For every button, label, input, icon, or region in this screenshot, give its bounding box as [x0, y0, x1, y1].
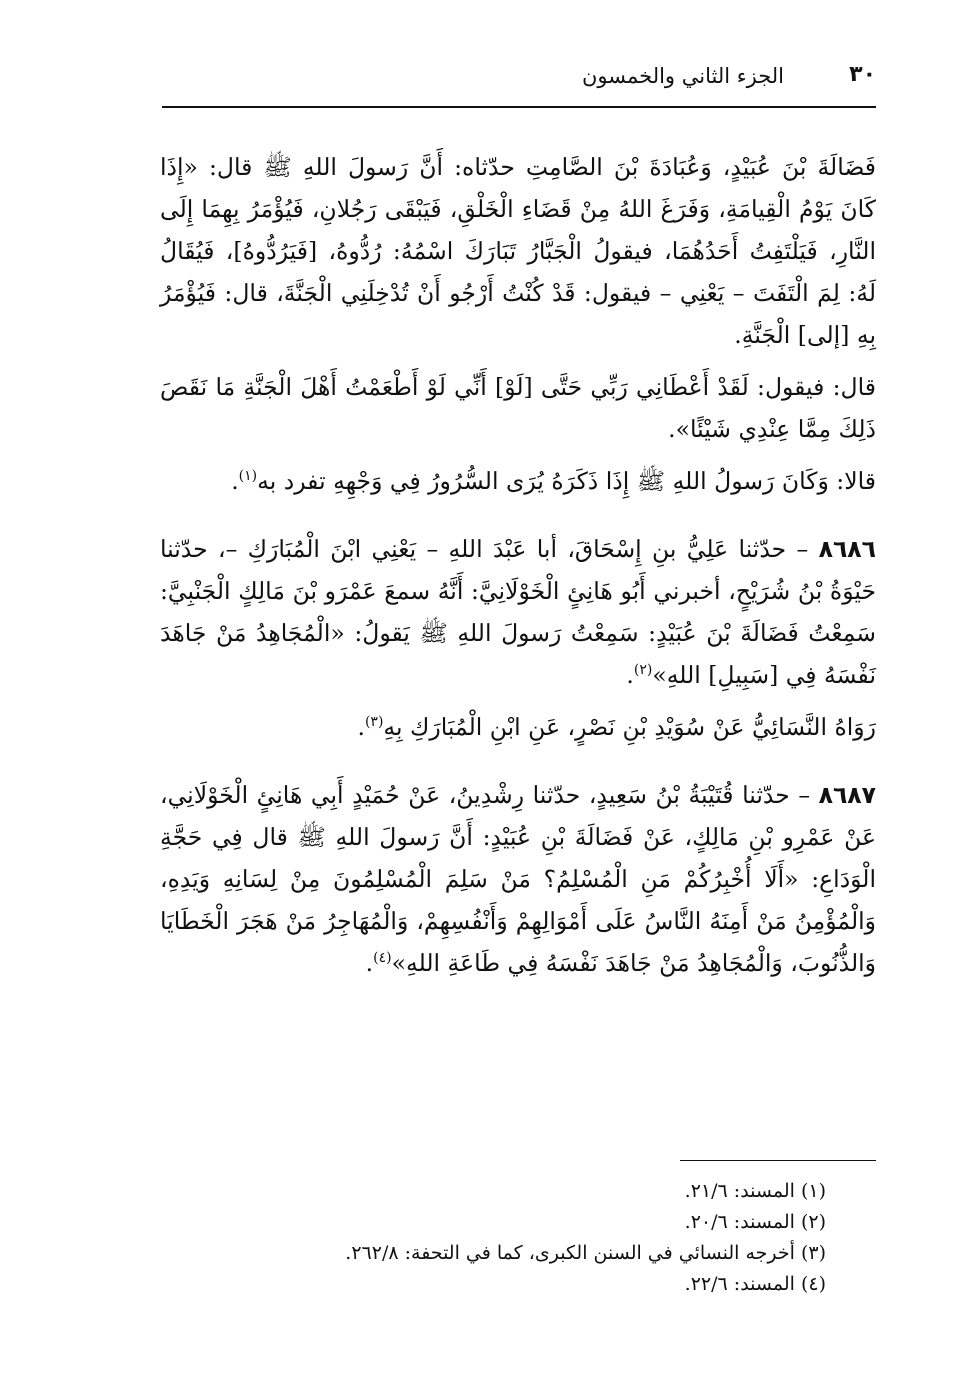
paragraph-qal: قال: فيقول: لَقَدْ أَعْطَانِي رَبِّي حَتَّى [لَوْ] أَنِّي لَوْ أَطْعَمْتُ أَهْلَ الْجَنَّةِ مَا نَقَصَ ذَلِكَ مِمَّا عِنْدِي شَيْئًا». — [160, 373, 876, 443]
tafarrud-note: تفرد به — [257, 467, 326, 495]
riwayah-text: رَوَاهُ النَّسَائِيُّ عَنْ سُوَيْدِ بْنِ نَصْرٍ، عَنِ ابْنِ الْمُبَارَكِ بِهِ — [383, 713, 876, 741]
footnote-ref-3: (٣) — [364, 714, 384, 731]
footnote-4: (٤) المسند: ٢٢/٦. — [684, 1273, 826, 1295]
footnote-2: (٢) المسند: ٢٠/٦. — [684, 1211, 826, 1233]
header-rule — [162, 106, 876, 108]
hadith-8687: ٨٦٨٧ – حدّثنا قُتَيْبَةُ بْنُ سَعِيدٍ، حدّثنا رِشْدِينُ، عَنْ حُمَيْدٍ أَبِي هَانِئٍ الْخَوْلَانِي، عَنْ عَمْرِو بْنِ مَالِكٍ، عَنْ فَضَالَةَ بْنِ عُبَيْدٍ: أَنَّ رَسولَ اللهِ ﷺ قال فِي حَجَّةِ الْوَدَاعِ: «أَلَا أُخْبِرُكُمْ مَنِ الْمُسْلِمُ؟ مَنْ سَلِمَ الْمُسْلِمُونَ مِنْ لِسَانِهِ وَيَدِهِ، وَالْمُؤْمِنُ مَنْ أَمِنَهُ النَّاسُ عَلَى أَمْوَالِهِمْ وَأَنْفُسِهِمْ، وَالْمُهَاجِرُ مَنْ هَجَرَ الْخَطَايَا وَالذُّنُوبَ، وَالْمُجَاهِدُ مَنْ جَاهَدَ نَفْسَهُ فِي طَاعَةِ اللهِ»$^{(٤)}$. — [160, 781, 876, 977]
page-number: ٣٠ — [849, 62, 876, 87]
footnote-rule — [680, 1160, 876, 1161]
paragraph-qala: قالا: وَكَانَ رَسولُ اللهِ ﷺ إِذَا ذَكَرَهُ يُرَى السُّرُورُ فِي وَجْهِهِ تفرد به$^{(١)}$. — [231, 467, 876, 495]
paragraph-qala-text: قالا: وَكَانَ رَسولُ اللهِ ﷺ إِذَا ذَكَرَهُ يُرَى السُّرُورُ فِي وَجْهِهِ — [333, 467, 876, 495]
main-text — [160, 146, 876, 994]
footnote-3: (٣) أخرجه النسائي في السنن الكبرى، كما في التحفة: ٢٦٢/٨. — [345, 1242, 826, 1264]
hadith-number: ٨٦٨٦ — [818, 535, 876, 563]
footnote-ref-4: (٤) — [373, 950, 392, 967]
riwayah-note: رَوَاهُ النَّسَائِيُّ عَنْ سُوَيْدِ بْنِ نَصْرٍ، عَنِ ابْنِ الْمُبَارَكِ بِهِ$^{(٣)}$. — [357, 713, 876, 741]
hadith-text: – حدّثنا قُتَيْبَةُ بْنُ سَعِيدٍ، حدّثنا رِشْدِينُ، عَنْ حُمَيْدٍ أَبِي هَانِئٍ الْخَوْلَانِي، عَنْ عَمْرِو بْنِ مَالِكٍ، عَنْ فَضَالَةَ بْنِ عُبَيْدٍ: أَنَّ رَسولَ اللهِ ﷺ قال فِي حَجَّةِ الْوَدَاعِ: «أَلَا أُخْبِرُكُمْ مَنِ الْمُسْلِمُ؟ مَنْ سَلِمَ الْمُسْلِمُونَ مِنْ لِسَانِهِ وَيَدِهِ، وَالْمُؤْمِنُ مَنْ أَمِنَهُ النَّاسُ عَلَى أَمْوَالِهِمْ وَأَنْفُسِهِمْ، وَالْمُهَاجِرُ مَنْ هَجَرَ الْخَطَايَا وَالذُّنُوبَ، وَالْمُجَاهِدُ مَنْ جَاهَدَ نَفْسَهُ فِي طَاعَةِ اللهِ» — [160, 781, 876, 977]
running-title: الجزء الثاني والخمسون — [582, 64, 784, 88]
hadith-8686: ٨٦٨٦ – حدّثنا عَلِيُّ بنِ إِسْحَاقَ، أبا عَبْدَ اللهِ – يَعْنِي ابْنَ الْمُبَارَكِ –، حدّثنا حَيْوَةُ بْنُ شُرَيْحٍ، أخبرني أَبُو هَانِئٍ الْخَوْلَانِيَّ: أَنَّهُ سمعَ عَمْرَو بْنَ مَالِكٍ الْجَنْبِيَّ: سَمِعْتُ فَضَالَةَ بْنَ عُبَيْدٍ: سَمِعْتُ رَسولَ اللهِ ﷺ يَقولُ: «الْمُجَاهِدُ مَنْ جَاهَدَ نَفْسَهُ فِي [سَبِيلِ] اللهِ»$^{(٢)}$. — [160, 535, 876, 689]
footnote-ref-1: (١) — [238, 468, 258, 485]
hadith-text: – حدّثنا عَلِيُّ بنِ إِسْحَاقَ، أبا عَبْدَ اللهِ – يَعْنِي ابْنَ الْمُبَارَكِ –، حدّثنا حَيْوَةُ بْنُ شُرَيْحٍ، أخبرني أَبُو هَانِئٍ الْخَوْلَانِيَّ: أَنَّهُ سمعَ عَمْرَو بْنَ مَالِكٍ الْجَنْبِيَّ: سَمِعْتُ فَضَالَةَ بْنَ عُبَيْدٍ: سَمِعْتُ رَسولَ اللهِ ﷺ يَقولُ: «الْمُجَاهِدُ مَنْ جَاهَدَ نَفْسَهُ فِي [سَبِيلِ] اللهِ» — [160, 535, 876, 689]
hadith-number: ٨٦٨٧ — [818, 781, 876, 809]
page-header — [162, 58, 876, 102]
paragraph-hadith-continuation: فَضَالَةَ بْنَ عُبَيْدٍ، وَعُبَادَةَ بْنَ الصَّامِتِ حدّثاه: أَنَّ رَسولَ اللهِ ﷺ قال: «إِذَا كَانَ يَوْمُ الْقِيامَةِ، وَفَرَغَ اللهُ مِنْ قَضَاءِ الْخَلْقِ، فَيَبْقَى رَجُلانِ، فَيُؤْمَرُ بِهِمَا إِلَى النَّارِ، فَيَلْتَفِتُ أَحَدُهُمَا، فيقولُ الْجَبَّارُ تَبَارَكَ اسْمُهُ: رُدُّوهُ، [فَيَرُدُّوهُ]، فَيُقَالُ لَهُ: لِمَ الْتَفَتَ – يَعْنِي – فيقول: قَدْ كُنْتُ أَرْجُو أَنْ تُدْخِلَنِي الْجَنَّةَ، قال: فَيُؤْمَرُ بِهِ [إلى] الْجَنَّةِ. — [160, 153, 876, 349]
footnotes — [160, 1176, 826, 1300]
footnote-ref-2: (٢) — [633, 662, 653, 679]
footnote-1: (١) المسند: ٢١/٦. — [684, 1180, 826, 1202]
